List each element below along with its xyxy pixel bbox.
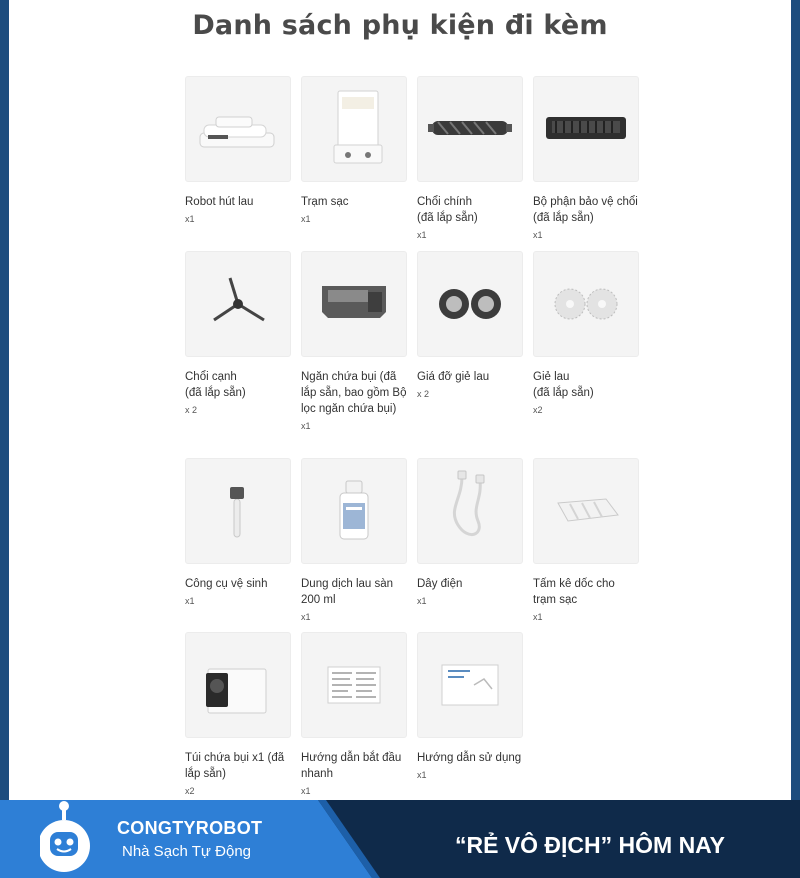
accessory-item <box>417 251 523 401</box>
page-title: Danh sách phụ kiện đi kèm <box>192 10 608 41</box>
accessory-item <box>185 458 291 608</box>
item-name: Dây điện <box>417 578 463 590</box>
accessory-item <box>417 76 523 242</box>
item-name: Chổi cạnh (đã lắp sẵn) <box>185 371 246 399</box>
promo-text: “RẺ VÔ ĐỊCH” HÔM NAY <box>454 832 726 858</box>
item-name: Dung dịch lau sàn 200 ml <box>301 578 394 606</box>
accessory-item <box>533 458 639 624</box>
item-qty: x2 <box>533 405 543 415</box>
item-name: Hướng dẫn bắt đầu nhanh <box>301 752 402 780</box>
accessory-item <box>533 251 639 417</box>
item-qty: x 2 <box>417 389 430 399</box>
item-name: Giẻ lau (đã lắp sẵn) <box>533 371 594 399</box>
quick-guide-icon <box>301 632 407 738</box>
item-qty: x1 <box>301 612 311 622</box>
power-cord-icon <box>417 458 523 564</box>
item-qty: x1 <box>185 214 195 224</box>
mop-holder-icon <box>417 251 523 357</box>
item-qty: x1 <box>533 612 543 622</box>
ramp-icon <box>533 458 639 564</box>
item-qty: x1 <box>417 230 427 240</box>
brand-tagline: Nhà Sạch Tự Động <box>122 843 252 860</box>
accessory-item <box>533 76 639 242</box>
item-name: Trạm sạc <box>301 196 349 208</box>
accessory-item <box>301 632 407 798</box>
item-name: Bộ phận bảo vệ chổi (đã lắp sẵn) <box>533 196 638 224</box>
item-name: Công cụ vệ sinh <box>185 578 268 590</box>
side-brush-icon <box>185 251 291 357</box>
item-name: Hướng dẫn sử dụng <box>417 752 522 764</box>
mop-pad-icon <box>533 251 639 357</box>
accessory-item <box>301 76 407 226</box>
detergent-bottle-icon <box>301 458 407 564</box>
item-name: Chổi chính (đã lắp sẵn) <box>417 196 478 224</box>
item-qty: x1 <box>301 421 311 431</box>
dust-bag-icon <box>185 632 291 738</box>
item-qty: x1 <box>417 770 427 780</box>
robot-vacuum-icon <box>185 76 291 182</box>
item-qty: x1 <box>301 786 311 796</box>
dustbin-icon <box>301 251 407 357</box>
brand-name: CONGTYROBOT <box>117 818 263 838</box>
item-name: Túi chứa bụi x1 (đã lắp sẵn) <box>185 752 285 780</box>
robot-logo-icon <box>40 800 106 872</box>
item-qty: x 2 <box>185 405 198 415</box>
main-brush-icon <box>417 76 523 182</box>
item-name: Tấm kê dốc cho trạm sạc <box>533 578 615 606</box>
item-qty: x1 <box>301 214 311 224</box>
cleaning-tool-icon <box>185 458 291 564</box>
item-qty: x1 <box>417 596 427 606</box>
brush-guard-icon <box>533 76 639 182</box>
item-qty: x1 <box>533 230 543 240</box>
item-qty: x1 <box>185 596 195 606</box>
accessory-item <box>417 458 523 608</box>
user-manual-icon <box>417 632 523 738</box>
accessory-item <box>185 76 291 226</box>
accessory-item <box>301 458 407 624</box>
item-name: Ngăn chứa bụi (đã lắp sẵn, bao gồm Bộ lọc ngăn chứa bụi) <box>301 371 407 415</box>
accessory-item <box>301 251 407 433</box>
accessory-item <box>185 632 291 798</box>
accessory-item <box>417 632 523 782</box>
item-name: Giá đỡ giẻ lau <box>417 371 490 383</box>
item-qty: x2 <box>185 786 195 796</box>
charging-station-icon <box>301 76 407 182</box>
item-name: Robot hút lau <box>185 196 254 208</box>
accessory-item <box>185 251 291 417</box>
